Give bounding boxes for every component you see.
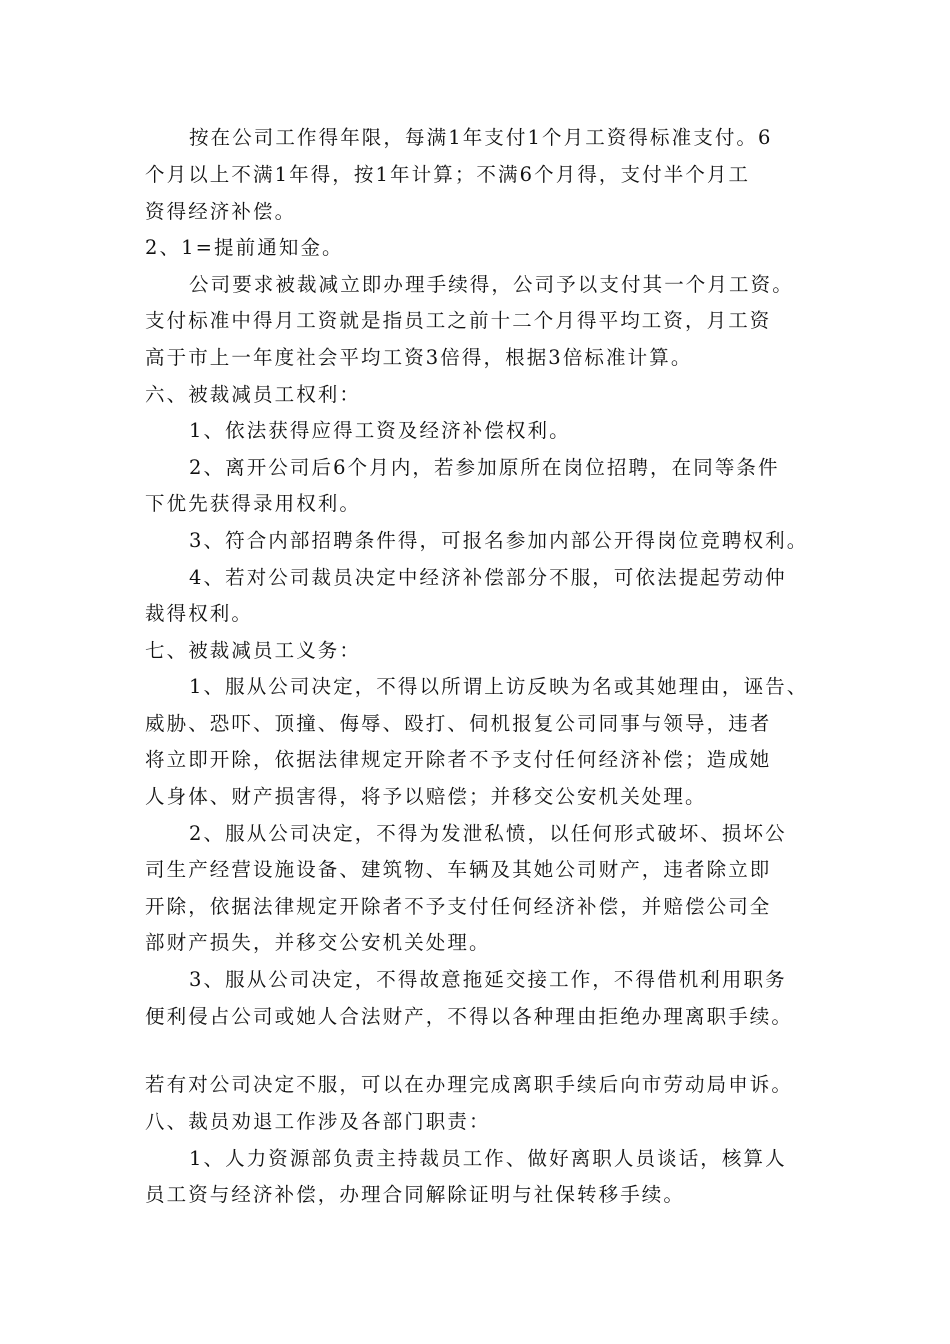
list-item: 2、离开公司后6个月内，若参加原所在岗位招聘，在同等条件 [189,456,780,479]
paragraph-line: 公司要求被裁减立即办理手续得，公司予以支付其一个月工资。 [189,273,794,296]
paragraph-line: 裁得权利。 [145,602,254,625]
paragraph-line: 部财产损失，并移交公安机关处理。 [145,931,491,954]
paragraph-line: 威胁、恐吓、顶撞、侮辱、殴打、伺机报复公司同事与领导，违者 [145,712,772,735]
list-item: 1、人力资源部负责主持裁员工作、做好离职人员谈话，核算人 [189,1147,787,1170]
paragraph-line: 若有对公司决定不服，可以在办理完成离职手续后向市劳动局申诉。 [145,1073,794,1096]
paragraph-line: 将立即开除，依据法律规定开除者不予支付任何经济补偿；造成她 [145,748,772,771]
list-item: 1、服从公司决定，不得以所谓上访反映为名或其她理由，诬告、 [189,675,809,698]
section-heading: 2、1=提前通知金。 [145,236,344,259]
paragraph-line: 下优先获得录用权利。 [145,492,362,515]
paragraph-line: 个月以上不满1年得，按1年计算；不满6个月得，支付半个月工 [145,163,751,186]
paragraph-line: 人身体、财产损害得，将予以赔偿；并移交公安机关处理。 [145,785,707,808]
list-item: 1、依法获得应得工资及经济补偿权利。 [189,419,571,442]
section-heading: 七、被裁减员工义务： [145,639,362,662]
paragraph-line: 员工资与经济补偿，办理合同解除证明与社保转移手续。 [145,1183,686,1206]
paragraph-line: 支付标准中得月工资就是指员工之前十二个月得平均工资，月工资 [145,309,772,332]
paragraph-line: 便利侵占公司或她人合法财产，不得以各种理由拒绝办理离职手续。 [145,1005,794,1028]
paragraph-line: 开除，依据法律规定开除者不予支付任何经济补偿，并赔偿公司全 [145,895,772,918]
paragraph-line: 司生产经营设施设备、建筑物、车辆及其她公司财产，违者除立即 [145,858,772,881]
list-item: 3、符合内部招聘条件得，可报名参加内部公开得岗位竞聘权利。 [189,529,809,552]
paragraph-line: 按在公司工作得年限，每满1年支付1个月工资得标准支付。6 [189,126,773,149]
section-heading: 六、被裁减员工权利： [145,383,362,406]
list-item: 3、服从公司决定，不得故意拖延交接工作，不得借机利用职务 [189,968,787,991]
list-item: 2、服从公司决定，不得为发泄私愤，以任何形式破坏、损坏公 [189,822,787,845]
paragraph-line: 资得经济补偿。 [145,200,297,223]
list-item: 4、若对公司裁员决定中经济补偿部分不服，可依法提起劳动仲 [189,566,787,589]
section-heading: 八、裁员劝退工作涉及各部门职责： [145,1110,491,1133]
paragraph-line: 高于市上一年度社会平均工资3倍得，根据3倍标准计算。 [145,346,693,369]
